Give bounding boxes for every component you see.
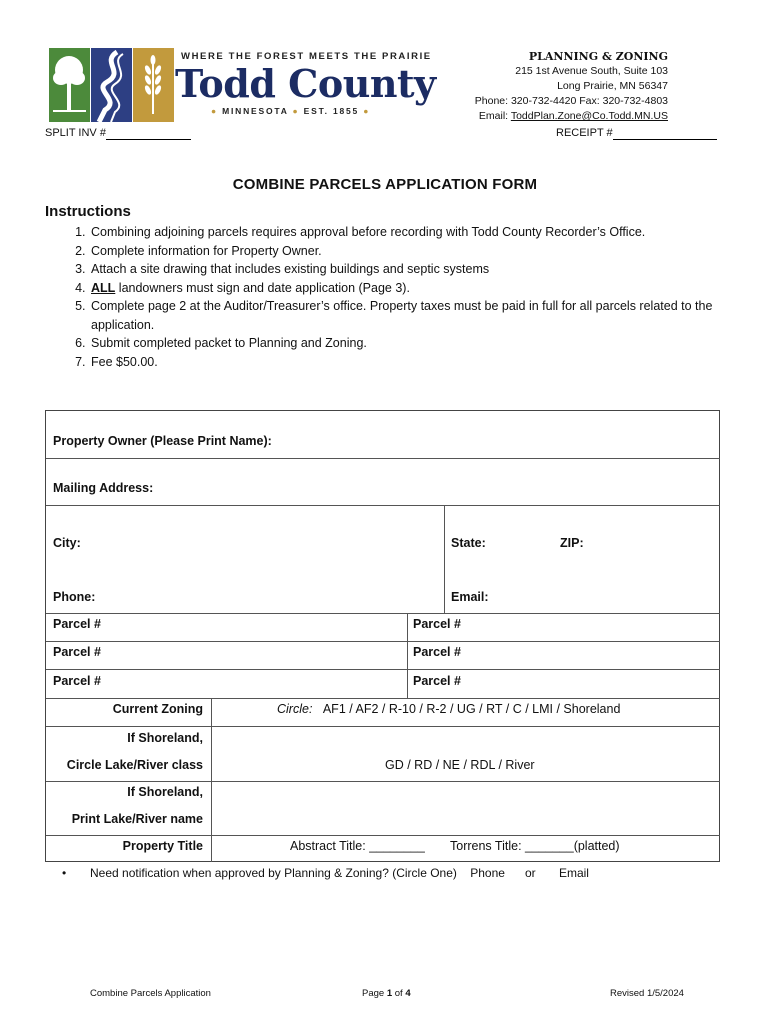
bullet-icon: • <box>62 866 67 880</box>
phone-label: Phone: <box>53 590 96 604</box>
torrens-title-field[interactable]: Torrens Title: _______(platted) <box>450 839 620 853</box>
instruction-item: 5. Complete page 2 at the Auditor/Treasurer’s office. Property taxes must be paid in full for all parcels related to the application. <box>89 297 749 334</box>
phone-fax: Phone: 320-732-4420 Fax: 320-732-4803 <box>474 95 668 107</box>
footer-page-number: Page 1 of 4 <box>362 988 411 999</box>
application-form-table <box>45 410 720 862</box>
logo-county-name: Todd County <box>175 61 436 106</box>
receipt-field: RECEIPT # <box>556 127 717 140</box>
footer-doc-name: Combine Parcels Application <box>90 988 211 999</box>
instruction-item: 7. Fee $50.00. <box>89 353 749 372</box>
abstract-title-field[interactable]: Abstract Title: ________ <box>290 839 425 853</box>
split-inv-blank[interactable] <box>106 127 191 140</box>
instruction-item: 4. ALL landowners must sign and date application (Page 3). <box>89 279 749 298</box>
email-label: Email: <box>451 590 489 604</box>
current-zoning-label: Current Zoning <box>112 702 203 716</box>
office-name: PLANNING & ZONING <box>528 50 668 63</box>
parcel-label: Parcel # <box>413 645 461 659</box>
address-line-2: Long Prairie, MN 56347 <box>557 80 668 92</box>
instructions-heading: Instructions <box>45 203 131 220</box>
email-line: Email: ToddPlan.Zone@Co.Todd.MN.US <box>478 110 668 122</box>
email-link[interactable]: ToddPlan.Zone@Co.Todd.MN.US <box>510 110 668 122</box>
parcel-label: Parcel # <box>53 645 101 659</box>
county-logo <box>49 48 436 122</box>
instruction-item: 6. Submit completed packet to Planning and Zoning. <box>89 334 749 353</box>
notification-line: Need notification when approved by Planning & Zoning? (Circle One) Phone or Email <box>90 866 589 880</box>
split-inv-field: SPLIT INV # <box>45 127 191 140</box>
property-title-label: Property Title <box>122 839 203 853</box>
wheat-icon <box>133 48 174 122</box>
lake-name-label: Print Lake/River name <box>71 812 203 826</box>
tree-icon <box>49 48 90 122</box>
office-contact-block <box>475 49 668 124</box>
parcel-label: Parcel # <box>413 617 461 631</box>
instruction-item: 2. Complete information for Property Owner. <box>89 242 749 261</box>
form-title: COMBINE PARCELS APPLICATION FORM <box>232 176 538 193</box>
owner-name-label: Property Owner (Please Print Name): <box>53 434 272 448</box>
parcel-label: Parcel # <box>53 674 101 688</box>
if-shoreland-label: If Shoreland, <box>127 731 203 745</box>
instruction-item: 3. Attach a site drawing that includes existing buildings and septic systems <box>89 260 749 279</box>
logo-subtitle: ● MINNESOTA ● EST. 1855 ● <box>211 106 371 116</box>
river-icon <box>91 48 132 122</box>
notify-phone-option[interactable]: Phone <box>470 866 505 880</box>
parcel-label: Parcel # <box>53 617 101 631</box>
zip-label: ZIP: <box>560 536 584 550</box>
notify-email-option[interactable]: Email <box>558 866 589 880</box>
state-label: State: <box>451 536 486 550</box>
if-shoreland-label: If Shoreland, <box>127 785 203 799</box>
parcel-label: Parcel # <box>413 674 461 688</box>
mailing-address-label: Mailing Address: <box>53 481 154 495</box>
address-line-1: 215 1st Avenue South, Suite 103 <box>515 65 668 77</box>
instruction-item: 1. Combining adjoining parcels requires approval before recording with Todd County Recorder’s Office. <box>89 223 749 242</box>
footer-revised-date: Revised 1/5/2024 <box>610 988 684 999</box>
receipt-blank[interactable] <box>613 127 717 140</box>
lake-class-options[interactable]: GD / RD / NE / RDL / River <box>385 758 535 772</box>
logo-tagline: WHERE THE FOREST MEETS THE PRAIRIE <box>181 51 432 62</box>
lake-class-label: Circle Lake/River class <box>66 758 203 772</box>
zoning-options[interactable]: Circle: AF1 / AF2 / R-10 / R-2 / UG / RT / C / LMI / Shoreland <box>277 702 621 716</box>
city-label: City: <box>53 536 81 550</box>
instructions-list <box>45 223 749 371</box>
